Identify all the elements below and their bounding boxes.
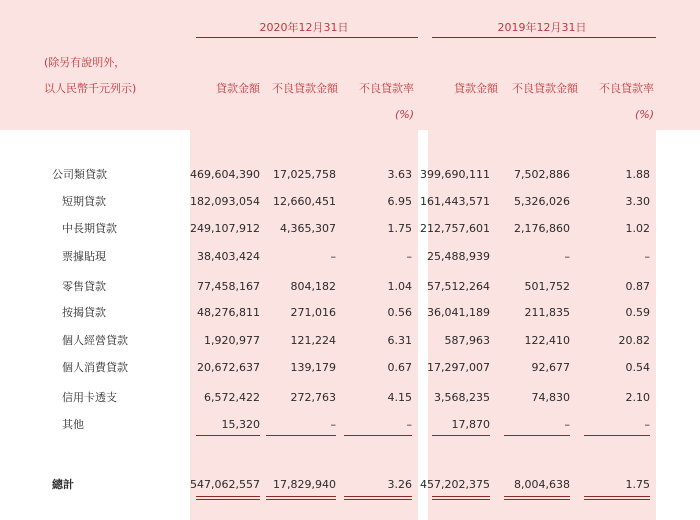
cell-ratio-2019: 0.54: [625, 361, 650, 374]
cell-ratio-2020: –: [406, 250, 412, 263]
cell-npl-2019: 211,835: [524, 306, 570, 319]
total-double-rule: [584, 496, 650, 497]
cell-npl-2019: 2,176,860: [514, 222, 570, 235]
total-double-rule: [344, 499, 412, 500]
cell-loan-2020: 77,458,167: [197, 280, 260, 293]
col-header-npl-2020: 不良貸款金額: [272, 82, 338, 95]
row-label: 短期貸款: [62, 195, 106, 208]
cell-loan-2020: 6,572,422: [204, 391, 260, 404]
cell-loan-2019: 36,041,189: [427, 306, 490, 319]
cell-npl-2019: 7,502,886: [514, 168, 570, 181]
cell-npl-2019: 122,410: [524, 334, 570, 347]
row-label: 票據貼現: [62, 250, 106, 263]
header-date-2020: 2020年12月31日: [259, 21, 349, 34]
cell-loan-2019: 3,568,235: [434, 391, 490, 404]
cell-loan-2020: 38,403,424: [197, 250, 260, 263]
cell-ratio-2020: 1.04: [387, 280, 412, 293]
pct-unit-2019: (%): [634, 108, 654, 121]
date-rule-2019: [432, 37, 656, 38]
row-label: 中長期貸款: [62, 222, 117, 235]
cell-loan-2019: 399,690,111: [420, 168, 490, 181]
cell-npl-2020: –: [330, 250, 336, 263]
total-loan-2020: 547,062,557: [190, 478, 260, 491]
total-loan-2019: 457,202,375: [420, 478, 490, 491]
total-double-rule: [196, 496, 260, 497]
cell-npl-2020: –: [330, 418, 336, 431]
cell-loan-2019: 587,963: [444, 334, 490, 347]
total-ratio-2019: 1.75: [625, 478, 650, 491]
cell-loan-2020: 249,107,912: [190, 222, 260, 235]
total-double-rule: [504, 499, 570, 500]
cell-ratio-2020: 0.56: [387, 306, 412, 319]
total-double-rule: [266, 496, 336, 497]
row-label: 按揭貸款: [62, 306, 106, 319]
subtotal-rule: [344, 435, 412, 436]
subtotal-rule: [584, 435, 650, 436]
cell-loan-2019: 25,488,939: [427, 250, 490, 263]
cell-npl-2020: 121,224: [290, 334, 336, 347]
cell-npl-2020: 139,179: [290, 361, 336, 374]
total-double-rule: [344, 496, 412, 497]
cell-npl-2019: –: [564, 250, 570, 263]
cell-ratio-2020: –: [406, 418, 412, 431]
total-double-rule: [432, 496, 490, 497]
total-ratio-2020: 3.26: [387, 478, 412, 491]
cell-npl-2020: 271,016: [290, 306, 336, 319]
cell-ratio-2019: 1.02: [625, 222, 650, 235]
cell-npl-2020: 4,365,307: [280, 222, 336, 235]
cell-npl-2020: 804,182: [290, 280, 336, 293]
subtotal-rule: [432, 435, 490, 436]
cell-loan-2020: 48,276,811: [197, 306, 260, 319]
cell-ratio-2019: 0.59: [625, 306, 650, 319]
cell-loan-2020: 469,604,390: [190, 168, 260, 181]
row-label: 信用卡透支: [62, 391, 117, 404]
cell-npl-2020: 12,660,451: [273, 195, 336, 208]
cell-npl-2019: 501,752: [524, 280, 570, 293]
cell-ratio-2019: 1.88: [625, 168, 650, 181]
subtotal-rule: [504, 435, 570, 436]
col-header-npl-2019: 不良貸款金額: [512, 82, 578, 95]
cell-npl-2019: –: [564, 418, 570, 431]
cell-ratio-2020: 1.75: [387, 222, 412, 235]
subtotal-rule: [266, 435, 336, 436]
total-double-rule: [504, 496, 570, 497]
cell-npl-2019: 5,326,026: [514, 195, 570, 208]
cell-ratio-2019: 2.10: [625, 391, 650, 404]
header-date-2019: 2019年12月31日: [497, 21, 587, 34]
total-npl-2019: 8,004,638: [514, 478, 570, 491]
cell-ratio-2020: 6.95: [387, 195, 412, 208]
cell-loan-2019: 57,512,264: [427, 280, 490, 293]
header-note-line1: (除另有說明外，: [44, 56, 126, 69]
cell-npl-2019: 92,677: [531, 361, 570, 374]
cell-loan-2020: 20,672,637: [197, 361, 260, 374]
cell-ratio-2020: 0.67: [387, 361, 412, 374]
cell-ratio-2020: 3.63: [387, 168, 412, 181]
cell-ratio-2019: 0.87: [625, 280, 650, 293]
cell-npl-2020: 272,763: [290, 391, 336, 404]
cell-loan-2020: 182,093,054: [190, 195, 260, 208]
total-label: 總計: [52, 478, 74, 491]
total-double-rule: [266, 499, 336, 500]
date-rule-2020: [196, 37, 418, 38]
cell-ratio-2019: 20.82: [618, 334, 650, 347]
total-double-rule: [584, 499, 650, 500]
total-double-rule: [196, 499, 260, 500]
cell-npl-2020: 17,025,758: [273, 168, 336, 181]
cell-loan-2019: 161,443,571: [420, 195, 490, 208]
pct-unit-2020: (%): [394, 108, 414, 121]
col-header-loan-2019: 貸款金額: [454, 82, 498, 95]
cell-ratio-2020: 6.31: [387, 334, 412, 347]
cell-ratio-2019: –: [644, 418, 650, 431]
cell-loan-2019: 17,297,007: [427, 361, 490, 374]
cell-ratio-2019: 3.30: [625, 195, 650, 208]
total-npl-2020: 17,829,940: [273, 478, 336, 491]
row-label: 個人經營貸款: [62, 334, 128, 347]
header-note-line2: 以人民幣千元列示): [44, 82, 137, 95]
cell-loan-2019: 17,870: [451, 418, 490, 431]
row-label: 公司類貸款: [52, 168, 107, 181]
row-label: 零售貸款: [62, 280, 106, 293]
col-header-loan-2020: 貸款金額: [216, 82, 260, 95]
total-double-rule: [432, 499, 490, 500]
row-label: 個人消費貸款: [62, 361, 128, 374]
col-header-ratio-2020: 不良貸款率: [359, 82, 414, 95]
cell-npl-2019: 74,830: [531, 391, 570, 404]
cell-loan-2019: 212,757,601: [420, 222, 490, 235]
cell-ratio-2019: –: [644, 250, 650, 263]
cell-ratio-2020: 4.15: [387, 391, 412, 404]
subtotal-rule: [196, 435, 260, 436]
row-label: 其他: [62, 418, 84, 431]
cell-loan-2020: 15,320: [221, 418, 260, 431]
col-header-ratio-2019: 不良貸款率: [599, 82, 654, 95]
cell-loan-2020: 1,920,977: [204, 334, 260, 347]
